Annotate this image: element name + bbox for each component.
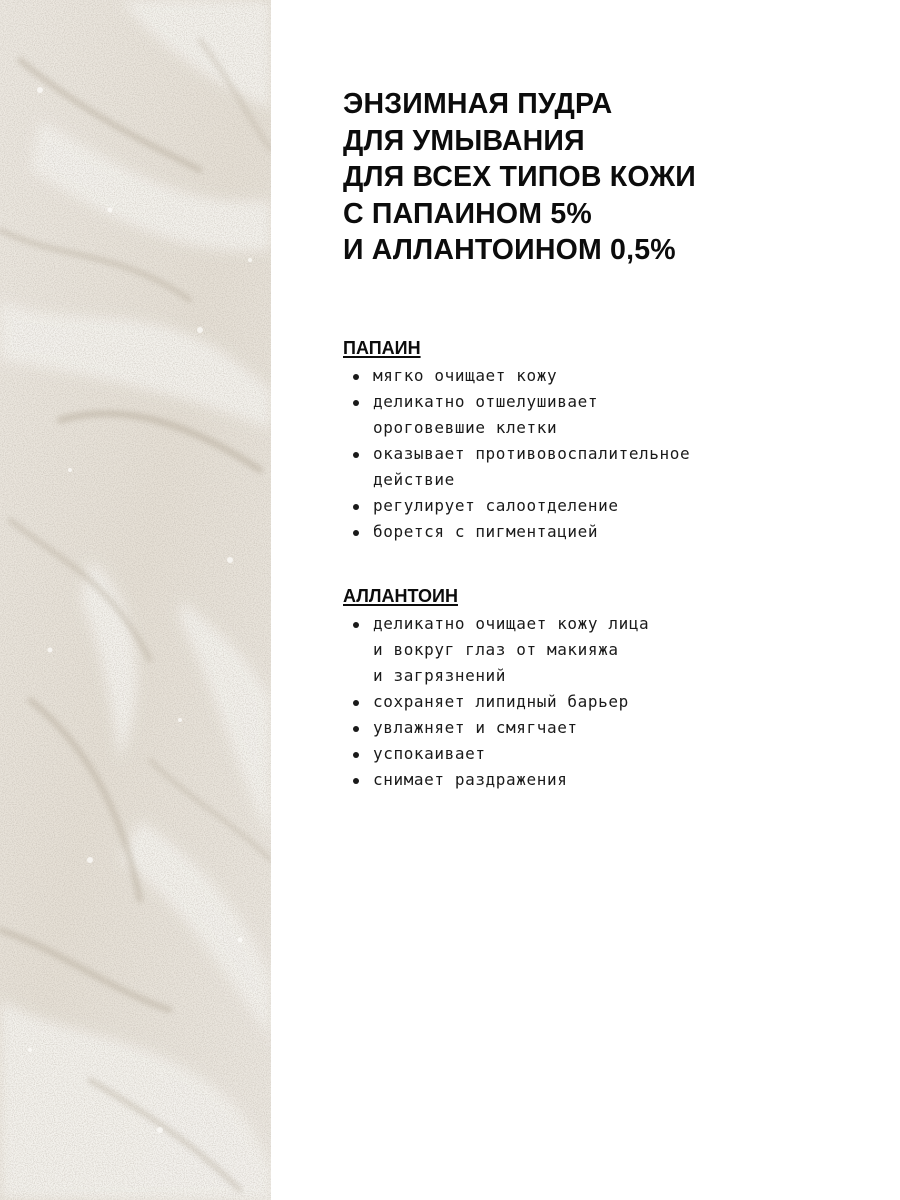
- bullet-icon: [353, 778, 359, 784]
- allantoin-heading: АЛЛАНТОИН: [343, 586, 458, 606]
- list-item-text: успокаивает: [373, 744, 486, 763]
- list-item: [343, 611, 863, 689]
- bullet-icon: [353, 452, 359, 458]
- list-item-text: сохраняет липидный барьер: [373, 692, 629, 711]
- powder-texture-image: [0, 0, 271, 1200]
- list-item-text: и загрязнений: [373, 666, 507, 685]
- product-title: [343, 86, 863, 269]
- list-item-text: увлажняет и смягчает: [373, 718, 578, 737]
- bullet-icon: [353, 374, 359, 380]
- list-item-text: мягко очищает кожу: [373, 366, 558, 385]
- bullet-icon: [353, 530, 359, 536]
- list-item: [343, 493, 863, 519]
- list-item-text: деликатно очищает кожу лица: [373, 614, 650, 633]
- papain-heading: ПАПАИН: [343, 338, 421, 358]
- list-item: [343, 767, 863, 793]
- bullet-icon: [353, 752, 359, 758]
- title-line: С ПАПАИНОМ 5%: [343, 197, 592, 230]
- allantoin-benefits-list: [343, 611, 863, 793]
- list-item-text: действие: [373, 470, 455, 489]
- list-item: [343, 741, 863, 767]
- papain-benefits-list: [343, 363, 863, 545]
- list-item: [343, 519, 863, 545]
- bullet-icon: [353, 400, 359, 406]
- bullet-icon: [353, 700, 359, 706]
- title-line: ДЛЯ ВСЕХ ТИПОВ КОЖИ: [343, 161, 696, 193]
- list-item-text: оказывает противовоспалительное: [373, 444, 691, 463]
- title-line: И АЛЛАНТОИНОМ 0,5%: [343, 234, 676, 266]
- bullet-icon: [353, 504, 359, 510]
- list-item-text: снимает раздражения: [373, 770, 568, 789]
- product-description: [343, 86, 863, 789]
- list-item-text: деликатно отшелушивает: [373, 392, 599, 411]
- allantoin-section: [343, 585, 863, 793]
- list-item: [343, 363, 863, 389]
- list-item: [343, 389, 863, 441]
- bullet-icon: [353, 726, 359, 732]
- title-line: ЭНЗИМНАЯ ПУДРА: [343, 88, 613, 120]
- title-line: ДЛЯ УМЫВАНИЯ: [343, 124, 585, 157]
- bullet-icon: [353, 622, 359, 628]
- list-item-text: ороговевшие клетки: [373, 418, 558, 437]
- list-item-text: борется с пигментацией: [373, 522, 599, 541]
- list-item: [343, 715, 863, 741]
- list-item: [343, 441, 863, 493]
- list-item: [343, 689, 863, 715]
- papain-section: [343, 337, 863, 545]
- list-item-text: и вокруг глаз от макияжа: [373, 640, 619, 659]
- list-item-text: регулирует салоотделение: [373, 496, 619, 515]
